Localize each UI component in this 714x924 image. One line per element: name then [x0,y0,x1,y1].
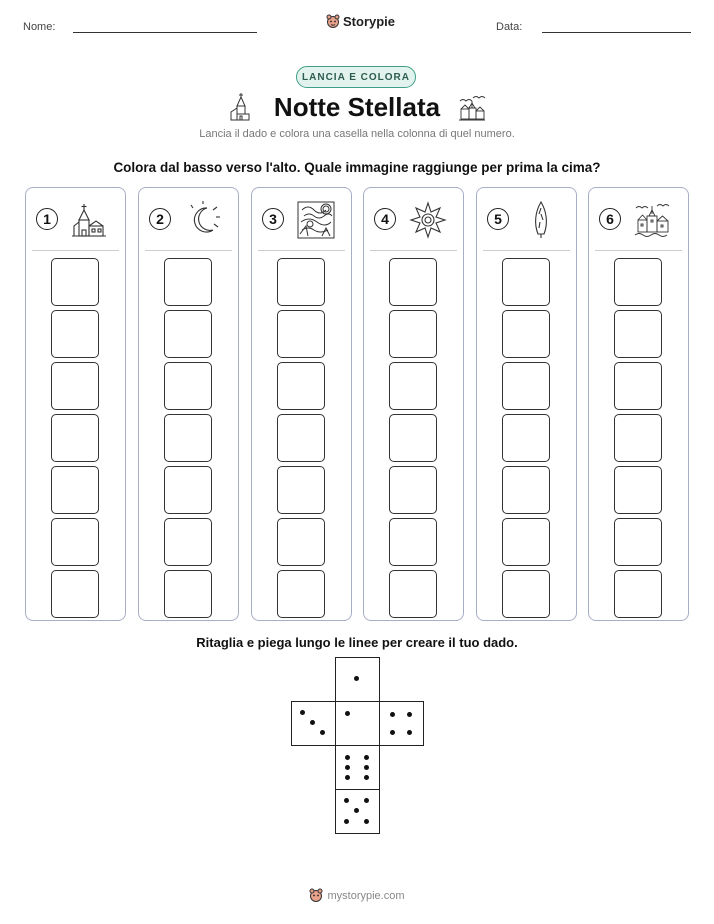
color-box[interactable] [277,518,325,566]
color-box[interactable] [614,310,662,358]
column-2 [138,187,239,621]
color-box[interactable] [389,518,437,566]
color-box[interactable] [502,570,550,618]
color-box[interactable] [164,466,212,514]
color-box[interactable] [614,362,662,410]
question-text: Colora dal basso verso l'alto. Quale immagine raggiunge per prima la cima? [113,160,601,175]
color-box[interactable] [614,414,662,462]
dice-pip [345,765,350,770]
dice-face-6 [335,745,380,790]
color-box[interactable] [389,414,437,462]
color-box[interactable] [164,570,212,618]
starry-swirl-icon [296,200,336,240]
color-box[interactable] [277,258,325,306]
color-box[interactable] [614,518,662,566]
color-box[interactable] [502,310,550,358]
color-box[interactable] [614,466,662,514]
dice-pip [390,712,395,717]
column-number: 4 [374,208,396,230]
color-box[interactable] [51,362,99,410]
column-divider [595,250,682,251]
dice-pip [364,755,369,760]
brand-logo [326,14,395,29]
dice-pip [345,711,350,716]
color-box[interactable] [502,414,550,462]
color-box[interactable] [502,518,550,566]
column-5 [476,187,577,621]
column-1 [25,187,126,621]
dice-face-4 [379,701,424,746]
dice-pip [364,775,369,780]
dice-pip [310,720,315,725]
color-box[interactable] [389,570,437,618]
dice-pip [354,808,359,813]
color-box[interactable] [389,258,437,306]
village-icon [633,200,673,240]
column-divider [258,250,345,251]
column-number: 6 [599,208,621,230]
village-title-icon [457,93,487,123]
dice-face-1 [335,657,380,702]
color-box[interactable] [389,310,437,358]
dice-pip [364,819,369,824]
color-box[interactable] [164,362,212,410]
color-box[interactable] [164,518,212,566]
color-box[interactable] [51,518,99,566]
column-number: 2 [149,208,171,230]
date-line[interactable] [542,32,691,33]
color-box[interactable] [502,258,550,306]
column-3 [251,187,352,621]
storypie-mascot-icon [309,888,323,903]
column-4 [363,187,464,621]
dice-face-3 [291,701,336,746]
page-title: Notte Stellata [273,92,441,122]
dice-face-1b [335,701,380,746]
dice-pip [344,819,349,824]
footer-url[interactable]: mystorypie.com [327,889,405,902]
dice-pip [320,730,325,735]
date-label: Data: [496,21,523,33]
church-icon [70,200,110,240]
star-icon [408,200,448,240]
color-box[interactable] [277,362,325,410]
dice-pip [354,676,359,681]
dice-pip [407,730,412,735]
footer [0,888,714,903]
dice-face-5 [335,789,380,834]
activity-badge: LANCIA E COLORA [296,66,416,88]
dice-pip [407,712,412,717]
color-box[interactable] [389,466,437,514]
dice-pip [344,798,349,803]
brand-name: Storypie [343,14,396,29]
color-box[interactable] [164,310,212,358]
dice-pip [390,730,395,735]
color-box[interactable] [502,362,550,410]
color-box[interactable] [164,414,212,462]
column-number: 3 [262,208,284,230]
color-box[interactable] [164,258,212,306]
cypress-tree-icon [521,200,561,240]
column-number: 1 [36,208,58,230]
column-divider [370,250,457,251]
name-label: Nome: [23,21,56,33]
storypie-mascot-icon [326,14,340,29]
dice-pip [364,765,369,770]
column-divider [145,250,232,251]
color-box[interactable] [51,310,99,358]
color-box[interactable] [51,258,99,306]
color-box[interactable] [51,414,99,462]
dice-pip [345,775,350,780]
color-box[interactable] [389,362,437,410]
color-box[interactable] [277,466,325,514]
column-divider [483,250,570,251]
moon-icon [183,200,223,240]
color-box[interactable] [51,466,99,514]
cut-instruction: Ritaglia e piega lungo le linee per creare il tuo dado. [196,635,518,650]
column-6 [588,187,689,621]
color-box[interactable] [277,414,325,462]
column-number: 5 [487,208,509,230]
color-box[interactable] [51,570,99,618]
color-box[interactable] [614,570,662,618]
dice-pip [300,710,305,715]
dice-pip [364,798,369,803]
color-box[interactable] [277,570,325,618]
dice-pip [345,755,350,760]
page-subtitle: Lancia il dado e colora una casella nella colonna di quel numero. [199,128,515,140]
color-box[interactable] [614,258,662,306]
color-box[interactable] [277,310,325,358]
color-box[interactable] [502,466,550,514]
column-divider [32,250,119,251]
name-line[interactable] [73,32,257,33]
